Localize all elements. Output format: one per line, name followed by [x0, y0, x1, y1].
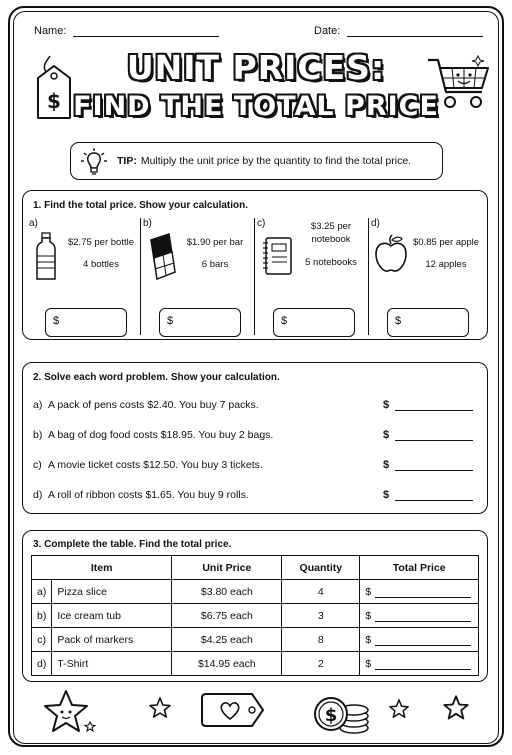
product-letter: a) — [29, 218, 38, 229]
table-row: b) Ice cream tub $6.75 each 3 $ — [32, 604, 479, 628]
product-quantity: 12 apples — [425, 259, 467, 270]
product-letter: c) — [257, 218, 266, 229]
product-card-b — [141, 218, 255, 335]
table-cell-quantity: 4 — [282, 580, 360, 604]
notebook-icon — [263, 236, 293, 276]
price-table — [31, 555, 479, 676]
date-field — [314, 25, 483, 37]
answer-box[interactable]: $ — [273, 308, 355, 337]
coin-dollar: $ — [324, 705, 338, 726]
table-header-quantity: Quantity — [282, 556, 360, 580]
table-row: a) Pizza slice $3.80 each 4 $ — [32, 580, 479, 604]
table-header-total-price: Total Price — [360, 556, 479, 580]
product-card-c — [255, 218, 369, 335]
table-cell-unit-price: $6.75 each — [172, 604, 282, 628]
table-cell-total-answer[interactable]: $ — [360, 580, 479, 604]
table-row: d) T-Shirt $14.95 each 2 $ — [32, 652, 479, 676]
name-field — [34, 25, 219, 37]
coin-stack-icon — [312, 688, 372, 736]
date-line[interactable] — [347, 26, 483, 37]
table-cell-total-answer[interactable]: $ — [360, 604, 479, 628]
product-quantity: 6 bars — [201, 259, 229, 270]
product-unit-price: $0.85 per apple — [412, 237, 480, 248]
word-problem-a: a) A pack of pens costs $2.40. You buy 7 packs. — [33, 399, 259, 411]
word-problem-d: d) A roll of ribbon costs $1.65. You buy 9 rolls. — [33, 489, 249, 501]
table-cell-unit-price: $3.80 each — [172, 580, 282, 604]
chocolate-bar-icon — [147, 232, 177, 282]
product-quantity: 4 bottles — [83, 259, 119, 270]
table-header-item: Item — [32, 556, 172, 580]
answer-box[interactable]: $ — [387, 308, 469, 337]
table-header-row — [32, 556, 479, 580]
section-complete-table — [22, 530, 488, 682]
price-tag-dollar: $ — [47, 89, 61, 113]
smiling-star-icon — [40, 688, 96, 736]
section3-title: 3. Complete the table. Find the total price. — [33, 539, 232, 550]
name-label: Name: — [34, 25, 67, 37]
tip-text: Multiply the unit price by the quantity to find the total price. — [140, 155, 412, 167]
section1-title: 1. Find the total price. Show your calculation. — [33, 200, 249, 211]
answer-box[interactable]: $ — [45, 308, 127, 337]
tip-box — [70, 142, 443, 180]
table-cell-total-answer[interactable]: $ — [360, 652, 479, 676]
section-word-problems — [22, 362, 488, 514]
table-cell-item: T-Shirt — [52, 652, 172, 676]
date-label: Date: — [314, 25, 341, 37]
answer-line-b[interactable]: $ — [383, 429, 473, 441]
table-cell-unit-price: $4.25 each — [172, 628, 282, 652]
star-icon — [442, 694, 470, 722]
answer-line-d[interactable]: $ — [383, 489, 473, 501]
name-line[interactable] — [73, 26, 219, 37]
table-cell-quantity: 8 — [282, 628, 360, 652]
answer-box[interactable]: $ — [159, 308, 241, 337]
product-unit-price: $2.75 per bottle — [67, 237, 135, 248]
word-problem-b: b) A bag of dog food costs $18.95. You buy 2 bags. — [33, 429, 274, 441]
section-find-total-price — [22, 190, 488, 340]
water-bottle-icon — [35, 232, 57, 282]
product-letter: d) — [371, 218, 380, 229]
table-cell-item: Pizza slice — [52, 580, 172, 604]
table-cell-quantity: 2 — [282, 652, 360, 676]
worksheet-subtitle: FIND THE TOTAL PRICE — [73, 91, 439, 122]
tip-label: TIP: — [117, 155, 137, 167]
star-icon — [148, 696, 172, 720]
product-card-d — [369, 218, 483, 335]
apple-icon — [373, 234, 409, 274]
heart-tag-icon — [200, 690, 266, 730]
lightbulb-icon — [81, 147, 107, 175]
table-cell-item: Ice cream tub — [52, 604, 172, 628]
star-icon — [388, 698, 410, 720]
product-quantity: 5 notebooks — [305, 257, 357, 268]
answer-line-c[interactable]: $ — [383, 459, 473, 471]
table-header-unit-price: Unit Price — [172, 556, 282, 580]
table-cell-quantity: 3 — [282, 604, 360, 628]
section2-title: 2. Solve each word problem. Show your calculation. — [33, 372, 280, 383]
answer-line-a[interactable]: $ — [383, 399, 473, 411]
table-row: c) Pack of markers $4.25 each 8 $ — [32, 628, 479, 652]
worksheet-title: UNIT PRICES: — [126, 48, 386, 87]
table-cell-item: Pack of markers — [52, 628, 172, 652]
word-problem-c: c) A movie ticket costs $12.50. You buy 3 tickets. — [33, 459, 263, 471]
product-unit-price: $1.90 per bar — [186, 237, 244, 248]
table-cell-total-answer[interactable]: $ — [360, 628, 479, 652]
product-letter: b) — [143, 218, 152, 229]
product-card-a — [27, 218, 141, 335]
product-unit-price: $3.25 per notebook — [310, 221, 352, 245]
table-cell-unit-price: $14.95 each — [172, 652, 282, 676]
